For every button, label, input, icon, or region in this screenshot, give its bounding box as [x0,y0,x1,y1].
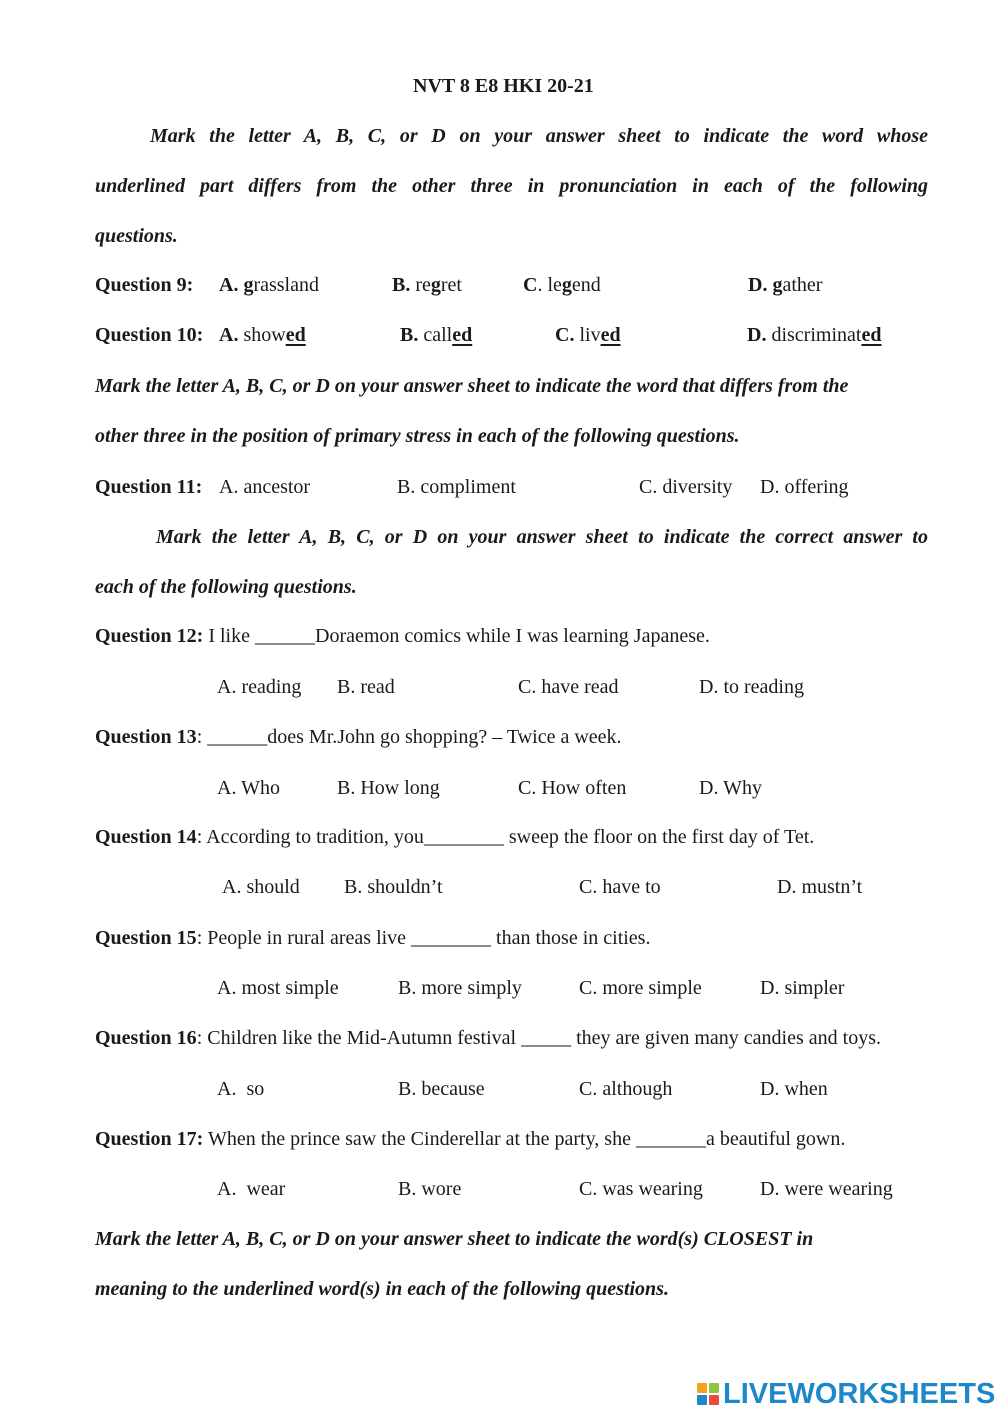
question-10-option-a: A. showed [219,324,306,346]
logo-text: LIVEWORKSHEETS [723,1377,996,1410]
logo-square-3 [697,1395,707,1405]
question-11-option-d: D. offering [760,476,849,498]
question-17-option-b: B. wore [398,1178,462,1200]
question-15-option-d: D. simpler [760,977,845,999]
question-17-option-a: A. wear [217,1178,286,1200]
question-11-option-a: A. ancestor [219,476,311,498]
question-15-option-c: C. more simple [579,977,702,999]
question-9-option-b: B. regret [392,274,462,296]
question-12-option-d: D. to reading [699,676,804,698]
question-10-option-c: C. lived [555,324,621,346]
instruction-4-line-2: meaning to the underlined word(s) in each of the following questions. [95,1278,669,1300]
question-13-option-b: B. How long [337,777,440,799]
question-16-option-d: D. when [760,1078,828,1100]
question-16-option-a: A. so [217,1078,265,1100]
question-17-stem: Question 17: When the prince saw the Cinderellar at the party, she _______a beautiful gown. [95,1128,846,1150]
question-9-option-c: C. legend [523,274,601,296]
question-9-option-a: A. grassland [219,274,319,296]
question-11-option-b: B. compliment [397,476,516,498]
question-12-option-b: B. read [337,676,395,698]
logo-square-2 [709,1383,719,1393]
question-11-label: Question 11: [95,476,203,498]
logo-square-1 [697,1383,707,1393]
question-12-option-a: A. reading [217,676,302,698]
question-14-option-d: D. mustn’t [777,876,863,898]
question-14-option-a: A. should [222,876,300,898]
question-16-option-c: C. although [579,1078,673,1100]
instruction-1-line-2: underlined part differs from the other three in pronunciation in each of the following [95,175,928,197]
question-10-option-d: D. discriminated [747,324,882,346]
question-12-stem: Question 12: I like ______Doraemon comics while I was learning Japanese. [95,625,710,647]
question-15-option-b: B. more simply [398,977,522,999]
question-14-stem: Question 14: According to tradition, you________ sweep the floor on the first day of Tet. [95,826,815,848]
instruction-1-line-1: Mark the letter A, B, C, or D on your answer sheet to indicate the word whose [150,125,928,147]
question-10-label: Question 10: [95,324,204,346]
question-14-option-b: B. shouldn’t [344,876,443,898]
question-15-option-a: A. most simple [217,977,339,999]
question-17-option-d: D. were wearing [760,1178,893,1200]
question-16-option-b: B. because [398,1078,485,1100]
instruction-1-line-3: questions. [95,225,178,247]
question-16-stem: Question 16: Children like the Mid-Autumn festival _____ they are given many candies and toys. [95,1027,881,1049]
instruction-3-line-2: each of the following questions. [95,576,357,598]
question-14-option-c: C. have to [579,876,661,898]
question-13-option-c: C. How often [518,777,627,799]
instruction-2-line-1: Mark the letter A, B, C, or D on your answer sheet to indicate the word that differs from the [95,375,849,397]
question-15-stem: Question 15: People in rural areas live ________ than those in cities. [95,927,651,949]
question-11-option-c: C. diversity [639,476,733,498]
question-13-stem: Question 13: ______does Mr.John go shopping? – Twice a week. [95,726,622,748]
liveworksheets-logo[interactable] [697,1379,995,1409]
question-10-option-b: B. called [400,324,473,346]
question-9-label: Question 9: [95,274,194,296]
logo-square-4 [709,1395,719,1405]
instruction-4-line-1: Mark the letter A, B, C, or D on your answer sheet to indicate the word(s) CLOSEST in [95,1228,814,1250]
question-17-option-c: C. was wearing [579,1178,703,1200]
logo-grid-icon [697,1383,719,1405]
instruction-2-line-2: other three in the position of primary stress in each of the following questions. [95,425,740,447]
question-13-option-d: D. Why [699,777,762,799]
question-12-option-c: C. have read [518,676,619,698]
question-13-option-a: A. Who [217,777,280,799]
page-title: NVT 8 E8 HKI 20-21 [413,75,594,97]
question-9-option-d: D. gather [748,274,823,296]
instruction-3-line-1: Mark the letter A, B, C, or D on your answer sheet to indicate the correct answer to [156,526,928,548]
